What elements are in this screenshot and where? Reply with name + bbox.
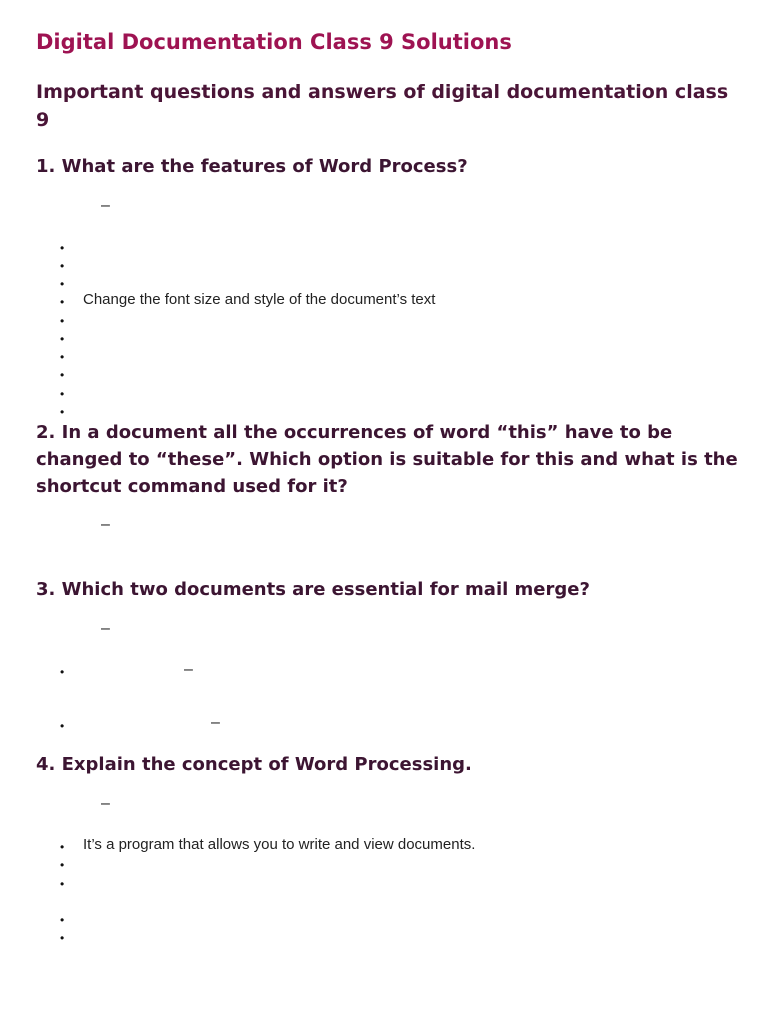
page-title: Digital Documentation Class 9 Solutions bbox=[36, 30, 512, 54]
question-4-answer-dash: – bbox=[101, 795, 110, 812]
list-item-dash: – bbox=[211, 714, 220, 731]
list-item-bullet: • bbox=[60, 332, 65, 346]
list-item-bullet: • bbox=[60, 241, 65, 255]
question-2-answer-dash: – bbox=[101, 516, 110, 533]
list-item-bullet: • bbox=[60, 913, 65, 927]
list-item-dash: – bbox=[184, 661, 193, 678]
question-3-heading: 3. Which two documents are essential for mail merge? bbox=[36, 579, 590, 600]
list-item-text: It’s a program that allows you to write and view documents. bbox=[83, 836, 476, 853]
list-item-bullet: • bbox=[60, 368, 65, 382]
list-item-bullet: • bbox=[60, 387, 65, 401]
question-4-heading: 4. Explain the concept of Word Processing. bbox=[36, 754, 472, 775]
question-2-heading: 2. In a document all the occurrences of word “this” have to be changed to “these”. Which option is suitable for this and what is the shortcut command used for it? bbox=[36, 422, 738, 497]
list-item-bullet: • bbox=[60, 295, 65, 309]
question-1-heading: 1. What are the features of Word Process? bbox=[36, 156, 468, 177]
list-item-bullet: • bbox=[60, 931, 65, 945]
question-1-answer-dash: – bbox=[101, 197, 110, 214]
list-item-bullet: • bbox=[60, 665, 65, 679]
list-item-bullet: • bbox=[60, 719, 65, 733]
list-item-bullet: • bbox=[60, 858, 65, 872]
list-item-bullet: • bbox=[60, 877, 65, 891]
list-item-text: Change the font size and style of the document’s text bbox=[83, 291, 436, 308]
list-item-bullet: • bbox=[60, 314, 65, 328]
list-item-bullet: • bbox=[60, 259, 65, 273]
question-3-answer-dash: – bbox=[101, 620, 110, 637]
list-item-bullet: • bbox=[60, 840, 65, 854]
list-item-bullet: • bbox=[60, 405, 65, 419]
list-item-bullet: • bbox=[60, 350, 65, 364]
list-item-bullet: • bbox=[60, 277, 65, 291]
page-subtitle: Important questions and answers of digital documentation class 9 bbox=[36, 81, 729, 131]
